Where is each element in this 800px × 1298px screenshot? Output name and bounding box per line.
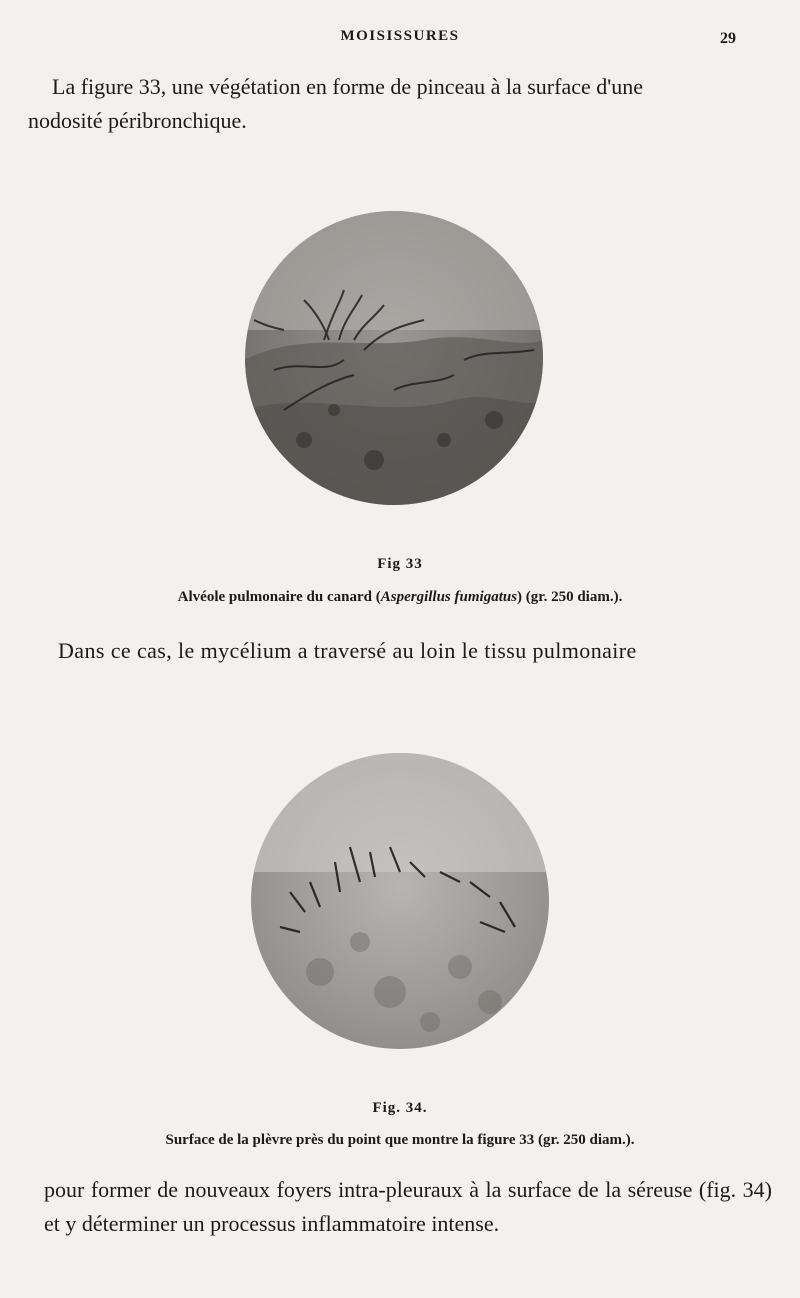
figure-34-caption: Surface de la plèvre près du point que montre la figure 33 (gr. 250 diam.). [165, 1132, 635, 1148]
figure-34-micrograph [250, 752, 550, 1050]
running-head: MOISISSURES [340, 28, 460, 44]
figure-34-label: Fig. 34. [372, 1100, 428, 1116]
figure-33-label: Fig 33 [377, 556, 423, 572]
intro-line-1: La figure 33, une végétation en forme de pinceau à la surface d'une [52, 74, 643, 99]
intro-line-2: nodosité péribronchique. [28, 108, 247, 133]
caption-text: Alvéole pulmonaire du canard ( [177, 589, 381, 605]
page-number: 29 [720, 30, 736, 47]
figure-33-caption [0, 589, 800, 606]
intro-paragraph [28, 70, 758, 138]
figure-33-micrograph [244, 210, 544, 506]
middle-paragraph: Dans ce cas, le mycélium a traversé au loin le tissu pulmonaire [58, 638, 637, 663]
species-name: Aspergillus fumigatus [380, 589, 518, 605]
closing-paragraph: pour former de nouveaux foyers intra-pleuraux à la surface de la séreuse (fig. 34) et y déterminer un processus inflammatoire intense. [44, 1177, 772, 1236]
caption-text: ) (gr. 250 diam.). [517, 589, 623, 605]
